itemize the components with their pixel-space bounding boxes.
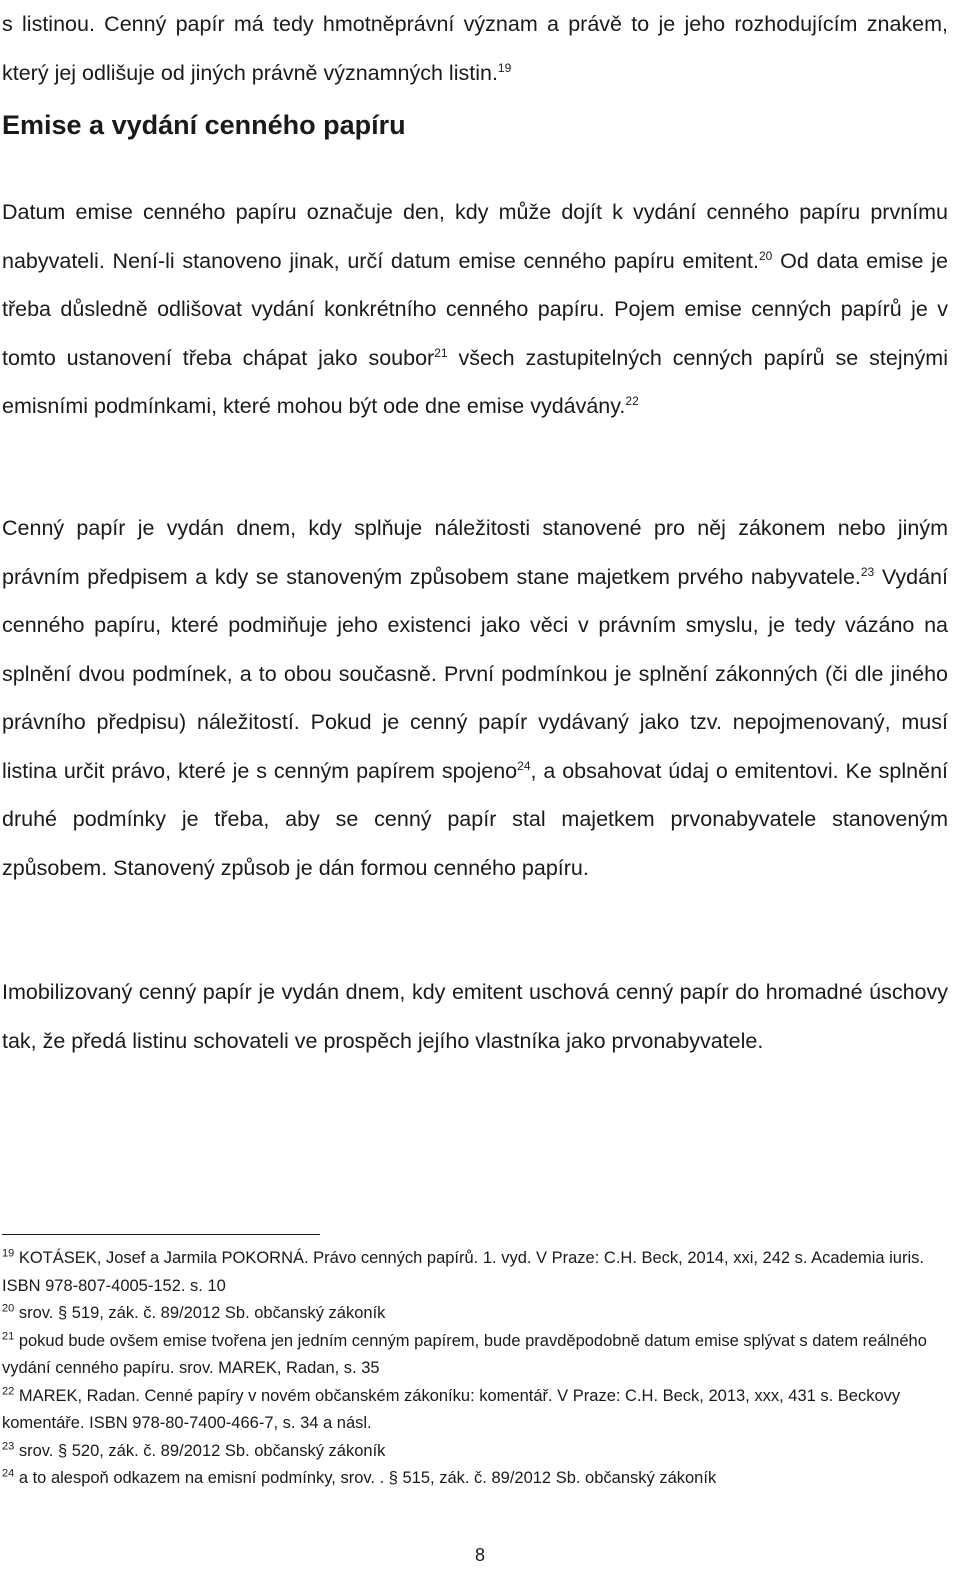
paragraph-text: Vydání cenného papíru, které podmiňuje jeho existenci jako věci v právním smyslu, je tedy vázáno na splnění dvou podmínek, a to obou současně. První podmínkou je splnění zákonných (či dle jiného právního předpisu) náležitostí. Pokud je cenný papír vydávaný jako tzv. nepojmenovaný, musí listina určit právo, které je s cenným papírem spojeno (2, 564, 948, 783)
footnotes-list (2, 1245, 948, 1493)
footnote-number: 24 (2, 1467, 15, 1480)
paragraph-immobilized (2, 968, 948, 1065)
page-number: 8 (474, 1545, 485, 1565)
footnote-ref[interactable]: 22 (625, 393, 639, 408)
footnote-separator (2, 1234, 320, 1235)
footnote-ref[interactable]: 23 (860, 564, 875, 579)
paragraph-emission-date (2, 188, 948, 431)
paragraph-continuation (2, 0, 948, 97)
footnote-number: 21 (2, 1330, 15, 1342)
paragraph-issuance (2, 504, 948, 892)
footnote-ref[interactable]: 20 (759, 248, 773, 263)
paragraph-text: Datum emise cenného papíru označuje den, kdy může dojít k vydání cenného papíru prvnímu nabyvateli. Není-li stanoveno jinak, určí datum emise cenného papíru emitent. (2, 200, 948, 273)
footnote-text: srov. § 519, zák. č. 89/2012 Sb. občanský zákoník (14, 1304, 386, 1322)
footnote-text: KOTÁSEK, Josef a Jarmila POKORNÁ. Právo cenných papírů. 1. vyd. V Praze: C.H. Beck, 2014, xxi, 242 s. Academia iuris. ISBN 978-807-4005-152. s. 10 (2, 1249, 924, 1295)
footnote-text: srov. § 520, zák. č. 89/2012 Sb. občanský zákoník (14, 1441, 386, 1460)
paragraph-text: s listinou. Cenný papír má tedy hmotněprávní význam a právě to je jeho rozhodujícím znakem, který jej odlišuje od jiných právně významných listin. (2, 12, 948, 85)
paragraph-text: , a obsahovat údaj o emitentovi. Ke splnění druhé podmínky je třeba, aby se cenný papír stal majetkem prvonabyvatele stanoveným způsobem. Stanovený způsob je dán formou cenného papíru. (2, 758, 949, 880)
footnote-number: 19 (2, 1247, 15, 1260)
footnote-text: pokud bude ovšem emise tvořena jen jedním cenným papírem, bude pravděpodobně datum emise splývat s datem reálného vydání cenného papíru. srov. MAREK, Radan, s. 35 (2, 1331, 927, 1377)
section-heading: Emise a vydání cenného papíru (2, 110, 406, 140)
paragraph-text: Od data emise je třeba důsledně odlišovat vydání konkrétního cenného papíru. Pojem emise cenných papírů je v tomto ustanovení třeba chápat jako soubor (2, 248, 948, 370)
footnote-item (2, 1438, 948, 1466)
footnote-ref[interactable]: 24 (517, 758, 531, 773)
footnote-text: MAREK, Radan. Cenné papíry v novém občanském zákoníku: komentář. V Praze: C.H. Beck, 2013, xxx, 431 s. Beckovy komentáře. ISBN 978-80-7400-466-7, s. 34 a násl. (2, 1386, 901, 1432)
footnote-number: 20 (2, 1302, 15, 1315)
footnote-item (2, 1328, 948, 1383)
footnote-ref[interactable]: 21 (434, 345, 448, 360)
footnote-item (2, 1465, 948, 1493)
footnote-item (2, 1300, 948, 1328)
footnote-ref[interactable]: 19 (497, 60, 512, 75)
footnote-number: 22 (2, 1385, 15, 1397)
paragraph-text: všech zastupitelných cenných papírů se stejnými emisními podmínkami, které mohou být ode dne emise vydávány. (2, 345, 948, 418)
footnote-text: a to alespoň odkazem na emisní podmínky, srov. . § 515, zák. č. 89/2012 Sb. občanský zákoník (14, 1469, 717, 1487)
footnote-number: 23 (2, 1440, 15, 1452)
footnote-item (2, 1245, 948, 1300)
footnote-item (2, 1383, 948, 1438)
paragraph-text: Imobilizovaný cenný papír je vydán dnem, kdy emitent uschová cenný papír do hromadné úschovy tak, že předá listinu schovateli ve prospěch jejího vlastníka jako prvonabyvatele. (2, 980, 948, 1053)
paragraph-text: Cenný papír je vydán dnem, kdy splňuje náležitosti stanovené pro něj zákonem nebo jiným právním předpisem a kdy se stanoveným způsobem stane majetkem prvého nabyvatele. (2, 516, 948, 589)
